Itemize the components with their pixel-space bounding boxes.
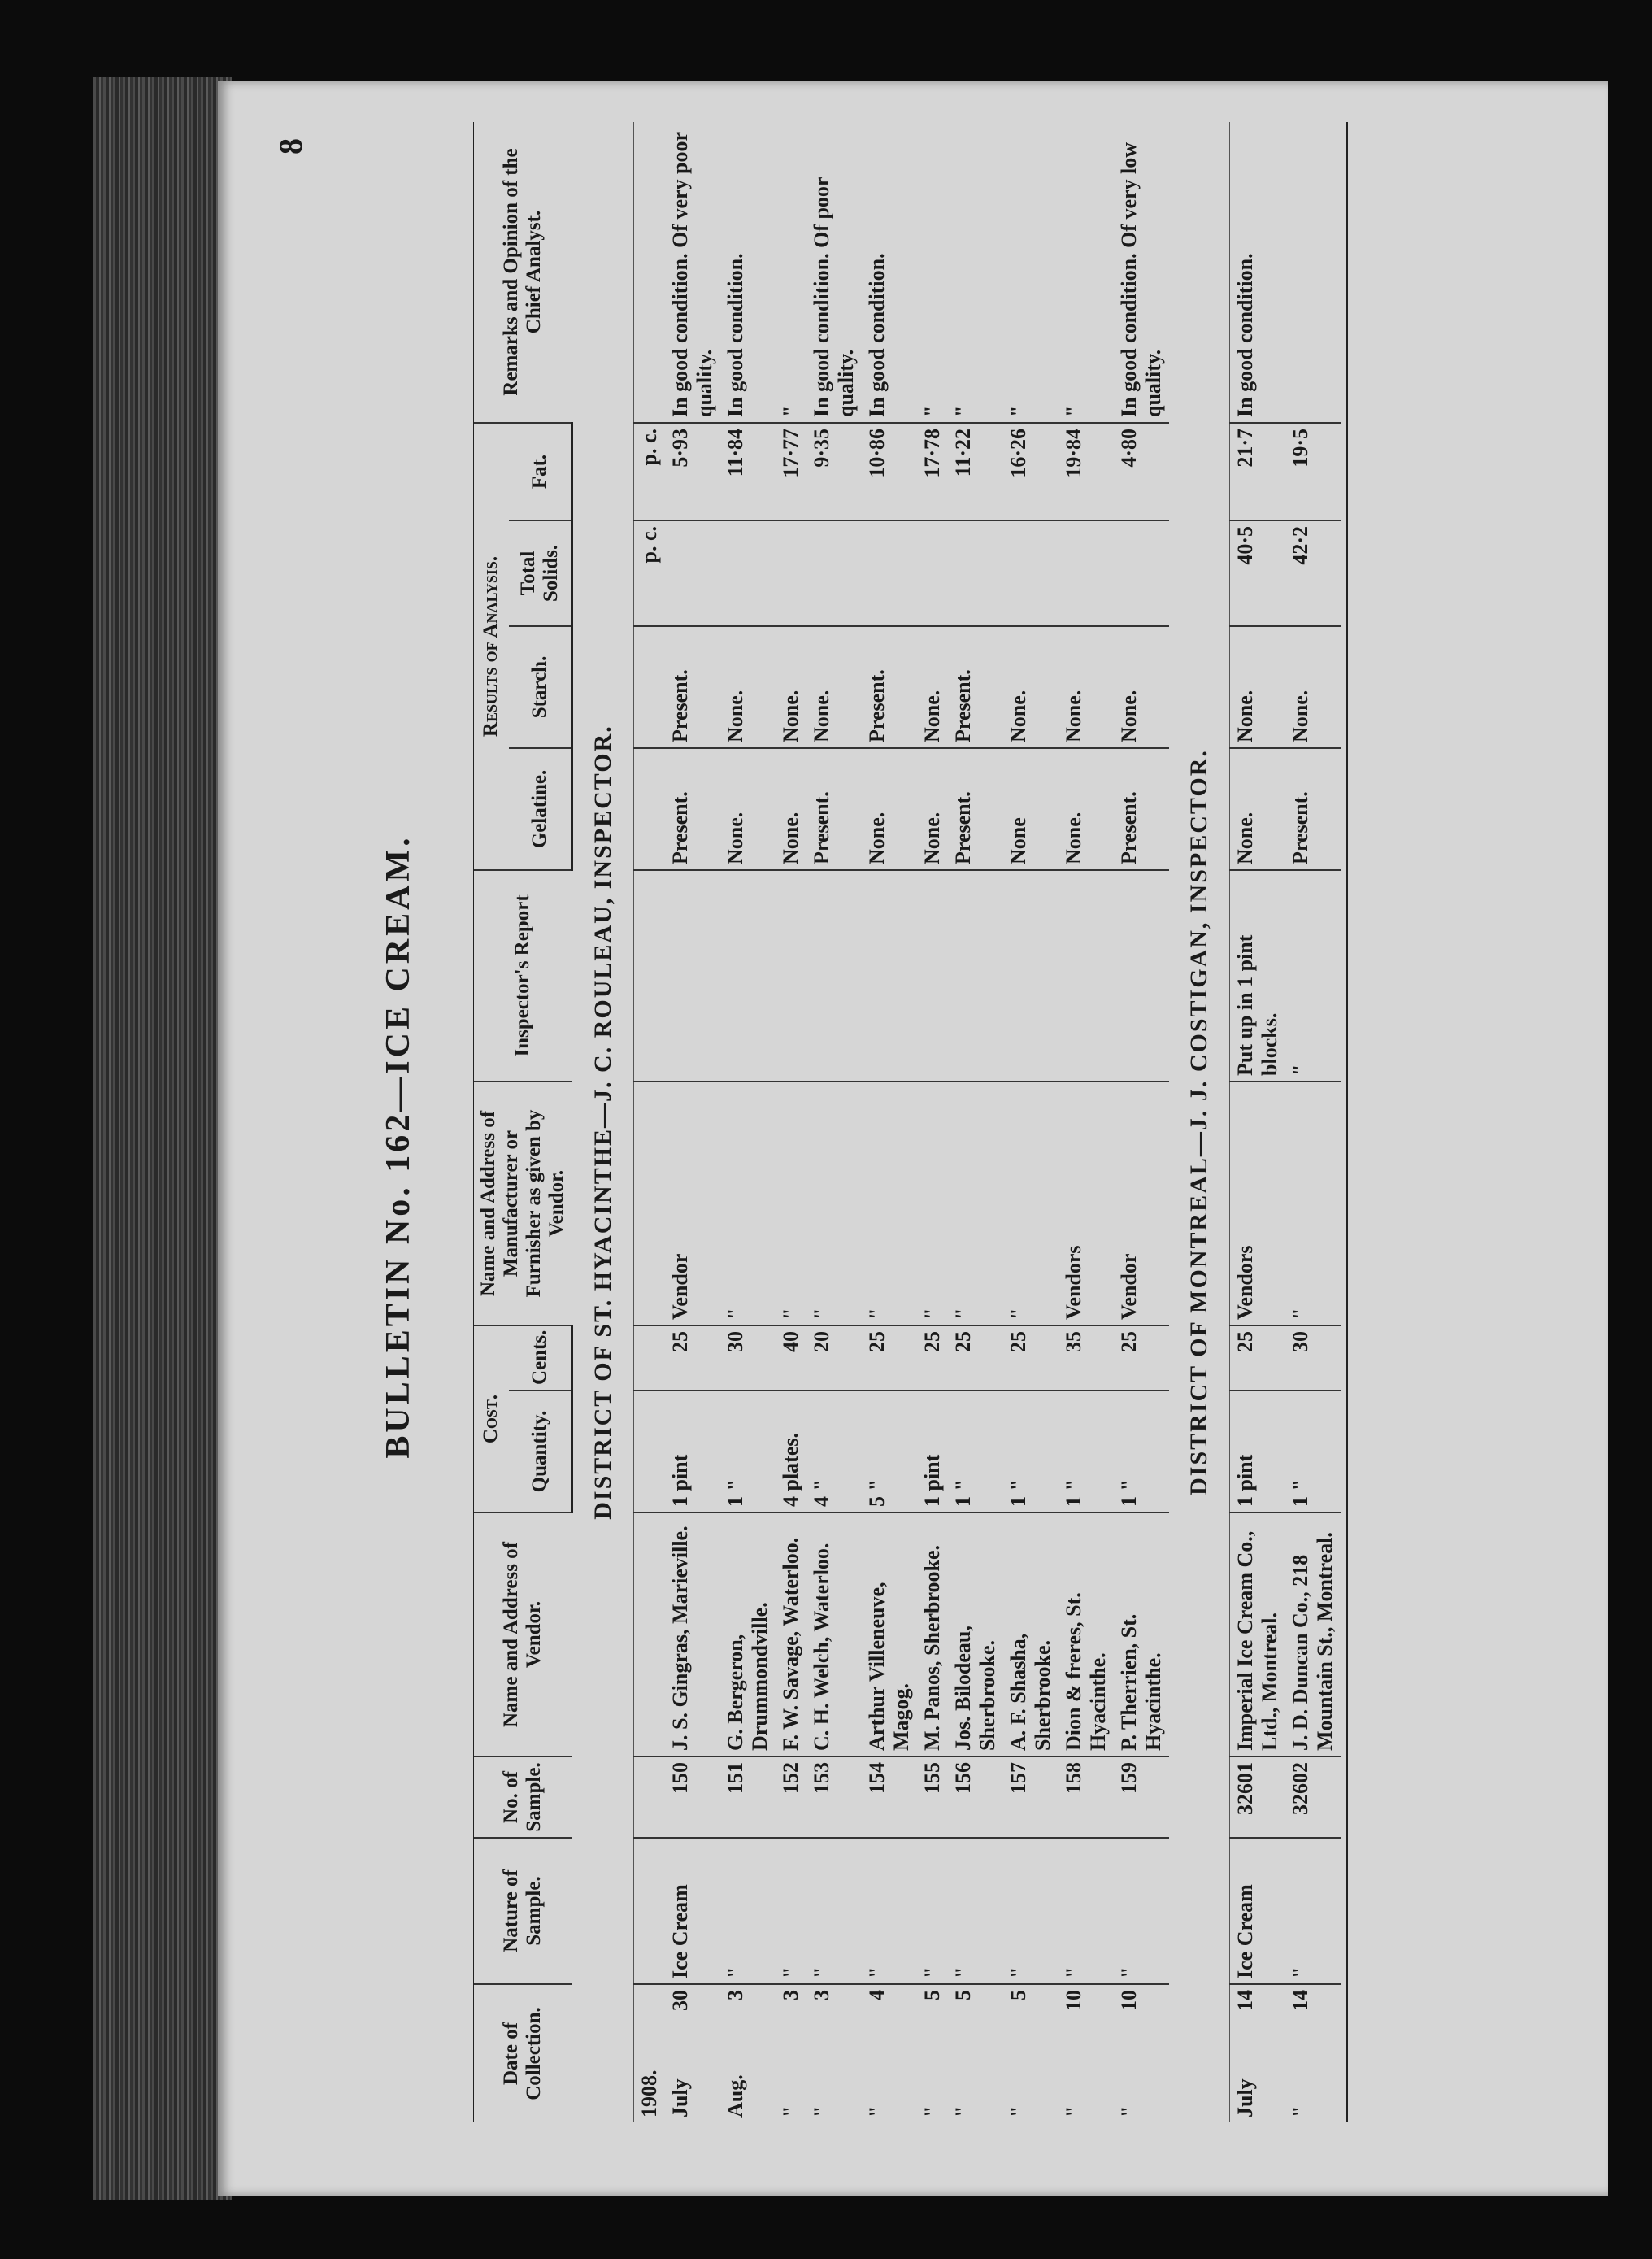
blank-cell	[633, 1391, 665, 1513]
cell-solids: 40·5	[1229, 520, 1285, 626]
cell-fat: 16·26	[1003, 423, 1059, 520]
cell-fat: 17·77	[776, 423, 806, 520]
cell-cents: 30	[1285, 1325, 1341, 1391]
table-row	[776, 122, 806, 2122]
cell-mfr: Vendor	[1114, 1082, 1169, 1325]
cell-day: 14	[1232, 1990, 1257, 2011]
cell-cents: 25	[665, 1325, 720, 1391]
cell-gelatine: Present.	[806, 748, 862, 870]
cell-day: 5	[950, 1990, 975, 2000]
header-cost: Cost.	[473, 1325, 509, 1513]
cell-solids	[1003, 520, 1059, 626]
table-row	[862, 122, 917, 2122]
blank-cell	[633, 1838, 665, 1984]
cell-starch: None.	[776, 626, 806, 748]
table-row	[1229, 122, 1285, 2122]
cell-gelatine: None.	[862, 748, 917, 870]
cell-no: 157	[1003, 1756, 1059, 1838]
cell-fat: 19·5	[1285, 423, 1341, 520]
table-row	[720, 122, 776, 2122]
cell-day: 3	[809, 1990, 833, 2000]
cell-fat: 19·84	[1059, 423, 1114, 520]
cell-month: "	[950, 2105, 975, 2118]
cell-day: 10	[1116, 1990, 1141, 2011]
header-manufacturer: Name and Address of Manufacturer or Furnisher as given by Vendor.	[473, 1082, 572, 1325]
cell-qty: 1 "	[948, 1391, 1003, 1513]
cell-qty: 5 "	[862, 1391, 917, 1513]
blank-cell	[633, 1325, 665, 1391]
cell-day: 3	[778, 1990, 802, 2000]
cell-qty: 1 pint	[1229, 1391, 1285, 1513]
cell-fat: 5·93	[665, 423, 720, 520]
cell-nature: "	[806, 1838, 862, 1984]
cell-nature: "	[776, 1838, 806, 1984]
cell-vendor: Dion & freres, St. Hyacinthe.	[1059, 1513, 1114, 1756]
cell-remarks: In good condition. Of very poor quality.	[665, 122, 720, 423]
cell-nature: "	[720, 1838, 776, 1984]
cell-vendor: F. W. Savage, Waterloo.	[776, 1513, 806, 1756]
cell-nature: Ice Cream	[1229, 1838, 1285, 1984]
cell-mfr: Vendors	[1229, 1082, 1285, 1325]
cell-qty: 4 "	[806, 1391, 862, 1513]
cell-report	[948, 870, 1003, 1082]
cell-gelatine: Present.	[1285, 748, 1341, 870]
cell-month: "	[1061, 2105, 1085, 2118]
table-row	[806, 122, 862, 2122]
cell-month: "	[864, 2105, 889, 2118]
cell-vendor: A. F. Shasha, Sherbrooke.	[1003, 1513, 1059, 1756]
header-quantity: Quantity.	[509, 1391, 572, 1513]
cell-starch: Present.	[948, 626, 1003, 748]
cell-no: 153	[806, 1756, 862, 1838]
cell-cents: 40	[776, 1325, 806, 1391]
cell-cents: 25	[917, 1325, 948, 1391]
district-heading-montreal: DISTRICT OF MONTREAL—J. J. COSTIGAN, INSPECTOR.	[1169, 122, 1230, 2122]
cell-month: "	[1288, 2105, 1312, 2118]
cell-cents: 35	[1059, 1325, 1114, 1391]
cell-month: July	[1232, 2078, 1257, 2118]
cell-solids	[948, 520, 1003, 626]
cell-nature: Ice Cream	[665, 1838, 720, 1984]
cell-month: "	[919, 2105, 944, 2118]
solids-unit: p. c.	[633, 520, 665, 626]
district-row	[1169, 122, 1230, 2122]
cell-remarks: In good condition. Of very low quality.	[1114, 122, 1169, 423]
cell-starch: None.	[1003, 626, 1059, 748]
cell-solids	[806, 520, 862, 626]
cell-month: "	[1116, 2105, 1141, 2118]
cell-nature: "	[1003, 1838, 1059, 1984]
table-row	[1059, 122, 1114, 2122]
cell-solids	[862, 520, 917, 626]
cell-solids: 42·2	[1285, 520, 1341, 626]
header-results: Results of Analysis.	[473, 423, 509, 870]
table-row	[948, 122, 1003, 2122]
rotated-page-frame	[236, 114, 1553, 2179]
cell-fat: 11·22	[948, 423, 1003, 520]
cell-fat: 11·84	[720, 423, 776, 520]
cell-qty: 1 "	[1285, 1391, 1341, 1513]
cell-no: 150	[665, 1756, 720, 1838]
header-date: Date of Collection.	[473, 1984, 572, 2122]
cell-report	[776, 870, 806, 1082]
cell-month: "	[809, 2105, 833, 2118]
cell-month: "	[1006, 2105, 1030, 2118]
cell-day: 4	[864, 1990, 889, 2000]
cell-nature: "	[917, 1838, 948, 1984]
cell-remarks: "	[1003, 122, 1059, 423]
units-row	[633, 122, 665, 2122]
cell-mfr: Vendors	[1059, 1082, 1114, 1325]
cell-solids	[720, 520, 776, 626]
cell-gelatine: None.	[1229, 748, 1285, 870]
cell-no: 158	[1059, 1756, 1114, 1838]
table-end-rule	[1341, 122, 1347, 2122]
cell-remarks: "	[917, 122, 948, 423]
header-remarks: Remarks and Opinion of the Chief Analyst.	[473, 122, 572, 423]
blank-cell	[633, 1756, 665, 1838]
district-heading-st-hyacinthe: DISTRICT OF ST. HYACINTHE—J. C. ROULEAU, INSPECTOR.	[572, 122, 633, 2122]
cell-vendor: C. H. Welch, Waterloo.	[806, 1513, 862, 1756]
cell-day: 3	[723, 1990, 747, 2000]
cell-mfr: "	[948, 1082, 1003, 1325]
cell-qty: 1 "	[1114, 1391, 1169, 1513]
cell-solids	[776, 520, 806, 626]
cell-vendor: G. Bergeron, Drummondville.	[720, 1513, 776, 1756]
table-body	[572, 122, 1346, 2122]
book-page-edges	[93, 77, 232, 2200]
cell-vendor: Arthur Villeneuve, Magog.	[862, 1513, 917, 1756]
cell-qty: 4 plates.	[776, 1391, 806, 1513]
cell-nature: "	[1059, 1838, 1114, 1984]
cell-report	[1114, 870, 1169, 1082]
cell-vendor: J. D. Duncan Co., 218 Mountain St., Montreal.	[1285, 1513, 1341, 1756]
cell-no: 155	[917, 1756, 948, 1838]
cell-vendor: M. Panos, Sherbrooke.	[917, 1513, 948, 1756]
cell-mfr: Vendor	[665, 1082, 720, 1325]
cell-cents: 25	[1229, 1325, 1285, 1391]
cell-report	[1059, 870, 1114, 1082]
cell-no: 152	[776, 1756, 806, 1838]
page-number: 8	[272, 138, 309, 155]
cell-month: July	[667, 2078, 692, 2118]
cell-mfr: "	[1285, 1082, 1341, 1325]
cell-gelatine: None.	[720, 748, 776, 870]
cell-vendor: P. Therrien, St. Hyacinthe.	[1114, 1513, 1169, 1756]
cell-cents: 25	[1003, 1325, 1059, 1391]
cell-day: 5	[919, 1990, 944, 2000]
cell-remarks: "	[1059, 122, 1114, 423]
rotated-page-content	[236, 114, 1553, 2179]
cell-remarks: In good condition.	[1229, 122, 1285, 423]
cell-report	[806, 870, 862, 1082]
header-vendor: Name and Address of Vendor.	[473, 1513, 572, 1756]
cell-cents: 25	[948, 1325, 1003, 1391]
cell-remarks	[1285, 122, 1341, 423]
cell-month: "	[778, 2105, 802, 2118]
cell-nature: "	[948, 1838, 1003, 1984]
cell-qty: 1 "	[1059, 1391, 1114, 1513]
cell-mfr: "	[862, 1082, 917, 1325]
cell-starch: None.	[720, 626, 776, 748]
cell-report	[665, 870, 720, 1082]
table-row	[1285, 122, 1341, 2122]
cell-solids	[917, 520, 948, 626]
cell-qty: 1 pint	[917, 1391, 948, 1513]
cell-gelatine: None.	[776, 748, 806, 870]
cell-gelatine: None.	[1059, 748, 1114, 870]
ice-cream-table	[472, 122, 1348, 2122]
table-row	[1114, 122, 1169, 2122]
cell-remarks: In good condition.	[720, 122, 776, 423]
cell-remarks: "	[776, 122, 806, 423]
cell-starch: Present.	[665, 626, 720, 748]
cell-vendor: J. S. Gingras, Marieville.	[665, 1513, 720, 1756]
cell-day: 30	[667, 1990, 692, 2011]
cell-fat: 4·80	[1114, 423, 1169, 520]
table-row	[665, 122, 720, 2122]
cell-no: 156	[948, 1756, 1003, 1838]
cell-month: Aug.	[723, 2074, 747, 2118]
cell-day: 5	[1006, 1990, 1030, 2000]
cell-remarks: In good condition. Of poor quality.	[806, 122, 862, 423]
cell-mfr: "	[720, 1082, 776, 1325]
cell-cents: 30	[720, 1325, 776, 1391]
cell-mfr: "	[917, 1082, 948, 1325]
cell-day: 10	[1061, 1990, 1085, 2011]
cell-gelatine: None	[1003, 748, 1059, 870]
blank-cell	[633, 122, 665, 423]
cell-qty: 1 "	[720, 1391, 776, 1513]
end-rule-cell	[1341, 122, 1347, 2122]
bulletin-title: BULLETIN No. 162—ICE CREAM.	[380, 834, 417, 1459]
year-label: 1908.	[637, 2070, 661, 2118]
cell-gelatine: None.	[917, 748, 948, 870]
cell-mfr: "	[806, 1082, 862, 1325]
cell-fat: 17·78	[917, 423, 948, 520]
header-gelatine: Gelatine.	[509, 748, 572, 870]
header-nature: Nature of Sample.	[473, 1838, 572, 1984]
cell-cents: 20	[806, 1325, 862, 1391]
cell-report: "	[1285, 870, 1341, 1082]
cell-report	[917, 870, 948, 1082]
cell-fat: 21·7	[1229, 423, 1285, 520]
table-row	[917, 122, 948, 2122]
fat-unit: p. c.	[633, 423, 665, 520]
cell-starch: None.	[1229, 626, 1285, 748]
cell-no: 32602	[1285, 1756, 1341, 1838]
cell-starch: Present.	[862, 626, 917, 748]
blank-cell	[633, 1513, 665, 1756]
cell-report: Put up in 1 pint blocks.	[1229, 870, 1285, 1082]
cell-no: 154	[862, 1756, 917, 1838]
cell-solids	[1114, 520, 1169, 626]
header-starch: Starch.	[509, 626, 572, 748]
cell-vendor: Imperial Ice Cream Co., Ltd., Montreal.	[1229, 1513, 1285, 1756]
cell-report	[862, 870, 917, 1082]
cell-mfr: "	[1003, 1082, 1059, 1325]
cell-no: 159	[1114, 1756, 1169, 1838]
cell-gelatine: Present.	[948, 748, 1003, 870]
cell-qty: 1 pint	[665, 1391, 720, 1513]
cell-gelatine: Present.	[1114, 748, 1169, 870]
header-report: Inspector's Report	[473, 870, 572, 1082]
cell-vendor: Jos. Bilodeau, Sherbrooke.	[948, 1513, 1003, 1756]
cell-fat: 10·86	[862, 423, 917, 520]
cell-cents: 25	[1114, 1325, 1169, 1391]
blank-cell	[633, 870, 665, 1082]
cell-no: 151	[720, 1756, 776, 1838]
header-fat: Fat.	[509, 423, 572, 520]
cell-nature: "	[862, 1838, 917, 1984]
cell-remarks: "	[948, 122, 1003, 423]
cell-no: 32601	[1229, 1756, 1285, 1838]
header-cents: Cents.	[509, 1325, 572, 1391]
cell-starch: None.	[806, 626, 862, 748]
header-solids: Total Solids.	[509, 520, 572, 626]
cell-nature: "	[1285, 1838, 1341, 1984]
cell-solids	[1059, 520, 1114, 626]
blank-cell	[633, 626, 665, 748]
cell-gelatine: Present.	[665, 748, 720, 870]
cell-report	[720, 870, 776, 1082]
cell-starch: None.	[1285, 626, 1341, 748]
cell-nature: "	[1114, 1838, 1169, 1984]
blank-cell	[633, 748, 665, 870]
blank-cell	[633, 1082, 665, 1325]
cell-solids	[665, 520, 720, 626]
cell-fat: 9·35	[806, 423, 862, 520]
cell-day: 14	[1288, 1990, 1312, 2011]
cell-mfr: "	[776, 1082, 806, 1325]
cell-starch: None.	[1114, 626, 1169, 748]
cell-remarks: In good condition.	[862, 122, 917, 423]
cell-report	[1003, 870, 1059, 1082]
cell-qty: 1 "	[1003, 1391, 1059, 1513]
cell-starch: None.	[1059, 626, 1114, 748]
header-no: No. of Sample.	[473, 1756, 572, 1838]
table-row	[1003, 122, 1059, 2122]
blank-cell	[633, 1984, 665, 2025]
cell-cents: 25	[862, 1325, 917, 1391]
cell-starch: None.	[917, 626, 948, 748]
